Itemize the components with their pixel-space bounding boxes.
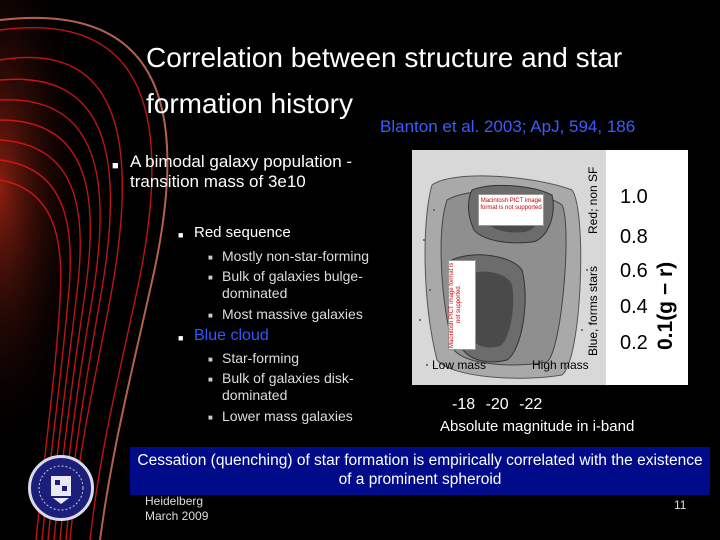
bullet-bimodal-population	[112, 152, 370, 192]
square-bullet-icon: ■	[208, 273, 213, 282]
missing-image-placeholder: Macintosh PICT image format is not supported	[448, 260, 476, 350]
color-axis-label: 0.1(g − r)	[654, 261, 677, 350]
slide-title-line1: Correlation between structure and star	[146, 42, 623, 73]
footer-location: Heidelberg	[145, 494, 204, 508]
square-bullet-icon: ■	[112, 160, 119, 172]
color-magnitude-plot	[412, 150, 606, 385]
blue-item-2	[208, 408, 392, 425]
slide-title-line2: formation history	[146, 88, 353, 119]
color-tick: 0.2	[620, 332, 648, 354]
footer-date: March 2009	[145, 509, 209, 523]
bullet-red-sequence	[178, 224, 291, 242]
red-item-text: Mostly non-star-forming	[222, 248, 370, 264]
blue-item-text: Lower mass galaxies	[222, 408, 353, 424]
red-item-1	[208, 268, 392, 302]
color-tick: 0.6	[620, 260, 648, 282]
magnitude-axis-label: Absolute magnitude in i-band	[440, 418, 635, 435]
label-red-non-sf: Red, non SF	[586, 166, 600, 234]
square-bullet-icon: ■	[208, 355, 213, 364]
blue-item-text: Star-forming	[222, 350, 300, 366]
blue-item-1	[208, 370, 392, 404]
blue-item-text: Bulk of galaxies disk-dominated	[222, 370, 354, 403]
red-item-text: Most massive galaxies	[222, 306, 363, 322]
label-low-mass: Low mass	[432, 358, 487, 372]
color-tick: 1.0	[620, 186, 648, 208]
blue-cloud-label: Blue cloud	[194, 327, 269, 344]
square-bullet-icon: ■	[208, 375, 213, 384]
red-sequence-label: Red sequence	[194, 224, 291, 241]
square-bullet-icon: ■	[178, 230, 184, 240]
red-item-0	[208, 248, 392, 265]
magnitude-axis-ticks: -18 -20 -22	[452, 396, 543, 413]
blue-item-0	[208, 350, 392, 367]
seal-emblem-icon	[31, 458, 91, 518]
citation: Blanton et al. 2003; ApJ, 594, 186	[380, 117, 636, 136]
square-bullet-icon: ■	[178, 333, 184, 343]
quenching-banner: Cessation (quenching) of star formation is empirically correlated with the existence of a prominent spheroid	[130, 447, 710, 495]
color-tick: 0.8	[620, 226, 648, 248]
bullet-bimodal-text: A bimodal galaxy population - transition mass of 3e10	[130, 152, 353, 191]
contour-plot	[412, 150, 606, 385]
institute-seal-logo	[28, 455, 94, 521]
missing-image-placeholder: Macintosh PICT image format is not supported	[478, 194, 544, 226]
red-item-text: Bulk of galaxies bulge-dominated	[222, 268, 363, 301]
square-bullet-icon: ■	[208, 311, 213, 320]
footer-location-date	[145, 494, 208, 524]
bullet-blue-cloud	[178, 327, 269, 345]
page-number: 11	[674, 498, 687, 512]
red-item-2	[208, 306, 392, 323]
square-bullet-icon: ■	[208, 253, 213, 262]
color-tick: 0.4	[620, 296, 648, 318]
label-high-mass: High mass	[532, 358, 589, 372]
square-bullet-icon: ■	[208, 413, 213, 422]
color-scale-axis	[606, 150, 688, 385]
label-blue-forms-stars: Blue, forms stars	[586, 265, 600, 356]
